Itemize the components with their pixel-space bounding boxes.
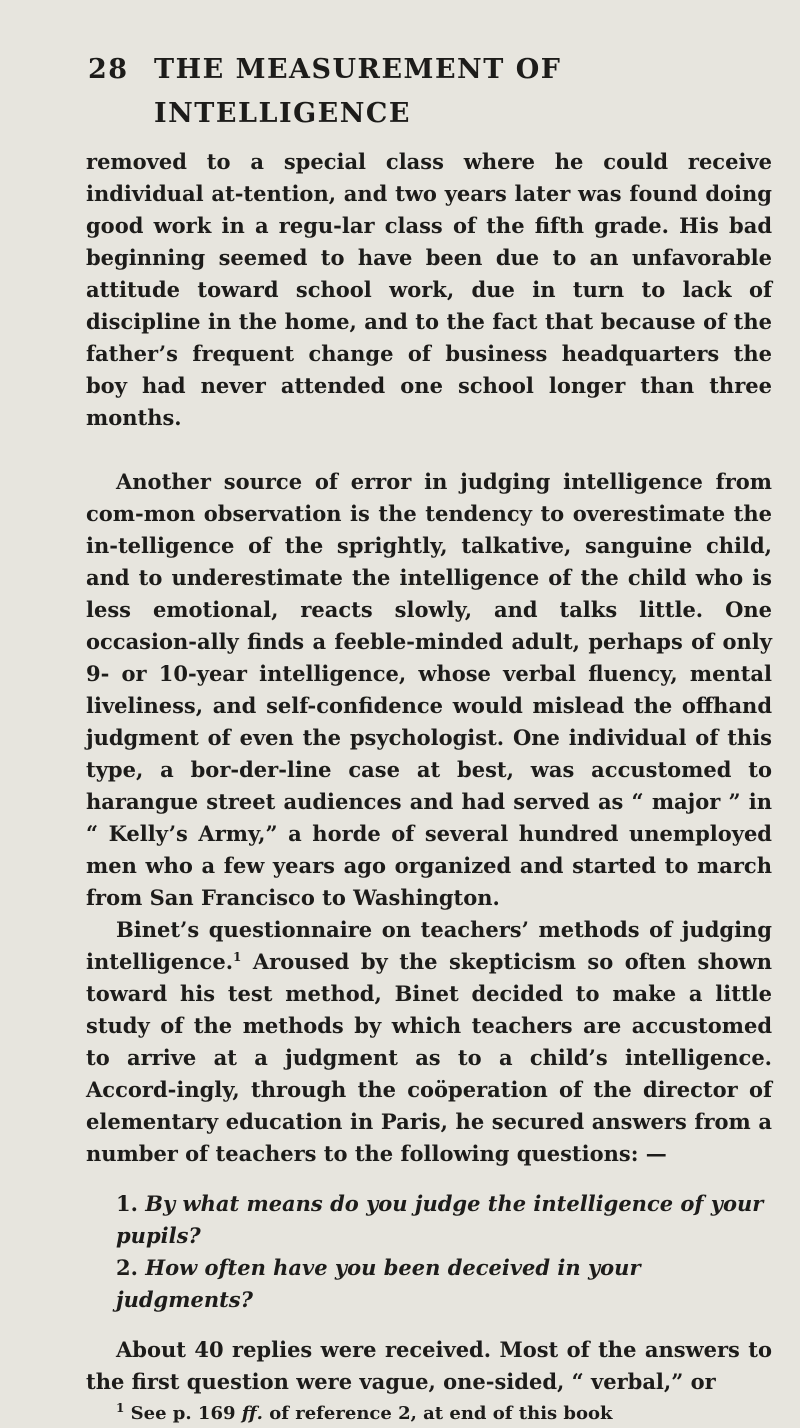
- footnote-marker: 1: [233, 950, 242, 964]
- question-text: How often have you been deceived in your judgments?: [116, 1255, 641, 1312]
- footnote: [86, 1400, 772, 1428]
- paragraph-binet-questionnaire: [86, 914, 772, 1170]
- paragraph-common-observation: Another source of error in judging intelligence from com-mon observation is the tendency to overestimate the in-telligence of the sprightly, talkative, sanguine child, and to underestimate the intelligence of the child who is less emotional, reacts slowly, and talks little. One occasion-ally finds a feeble-minded adult, perhaps of only 9- or 10-year intelligence, whose verbal fluency, mental liveliness, and self-confidence would mislead the offhand judgment of even the psychologist. One individual of this type, a bor-der-line case at best, was accustomed to harangue street audiences and had served as “ major ” in “ Kelly’s Army,” a horde of several hundred unemployed men who a few years ago organized and started to march from San Francisco to Washington.: [86, 469, 772, 910]
- paragraph-body: Aroused by the skepticism so often shown toward his test method, Binet decided to make a little study of the methods by which teachers are accustomed to arrive at a judgment as to a child’s intelligence. Accord-ingly, through the coöperation of the director of elementary education in Paris, he secured answers from a number of teachers to the following questions: —: [86, 949, 772, 1166]
- question-list: [86, 1188, 772, 1316]
- question-text: By what means do you judge the intelligence of your pupils?: [116, 1191, 764, 1248]
- footnote-text-post: of reference 2, at end of this book: [269, 1403, 613, 1424]
- question-item: [86, 1188, 772, 1252]
- question-number: 1.: [116, 1191, 138, 1216]
- running-header: [88, 48, 772, 136]
- book-page: [86, 48, 772, 1428]
- running-title: THE MEASUREMENT OF INTELLIGENCE: [154, 54, 562, 129]
- question-number: 2.: [116, 1255, 138, 1280]
- question-item: [86, 1252, 772, 1316]
- paragraph-continued: removed to a special class where he could receive individual at-tention, and two years later was found doing good work in a regu-lar class of the fifth grade. His bad beginning seemed to have been due to an unfavorable attitude toward school work, due in turn to lack of discipline in the home, and to the fact that because of the father’s frequent change of business headquarters the boy had never attended one school longer than three months.: [86, 149, 772, 430]
- section-heading: Binet’s questionnaire on teachers’ methods of judging intelligence.: [86, 917, 772, 974]
- footnote-text-pre: See p. 169: [130, 1403, 236, 1424]
- footnote-number: 1: [116, 1401, 125, 1415]
- page-number: 28: [88, 54, 129, 85]
- footnote-ff: ff.: [241, 1403, 263, 1424]
- paragraph-replies: About 40 replies were received. Most of the answers to the first question were vague, one-sided, “ verbal,” or: [86, 1337, 772, 1394]
